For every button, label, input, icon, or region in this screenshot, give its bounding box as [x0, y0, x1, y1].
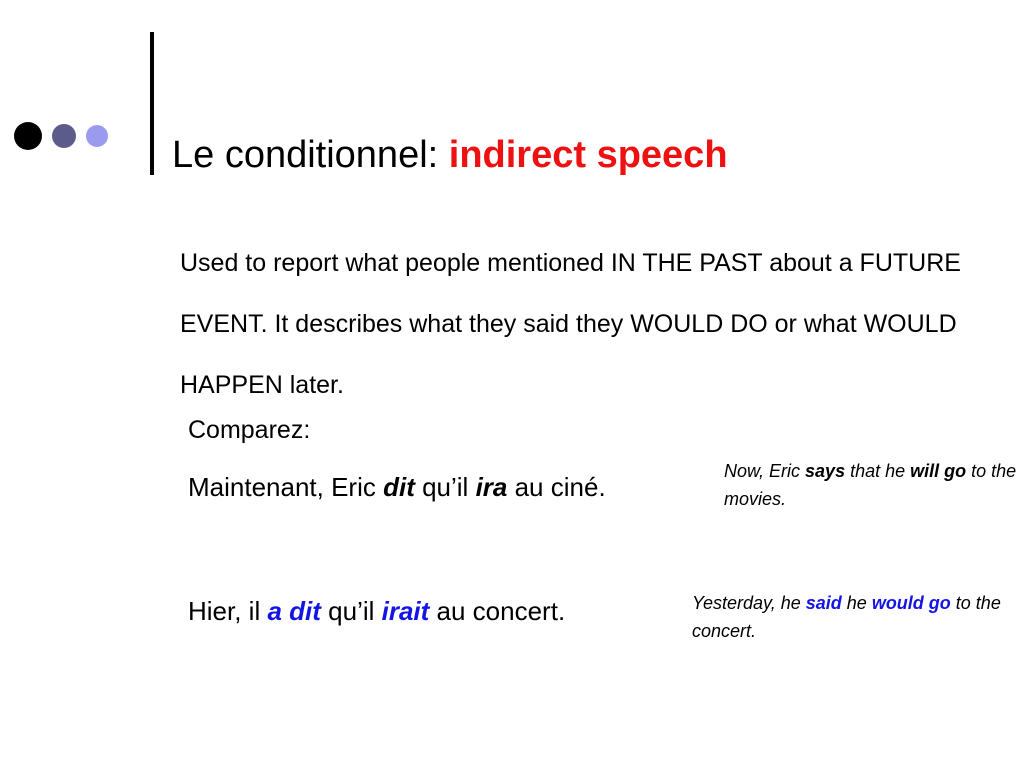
example-2-french-verb2: irait	[381, 596, 430, 626]
page-title	[172, 135, 728, 177]
example-1-french-verb1: dit	[383, 472, 415, 502]
example-2-english-part2: he	[841, 593, 872, 613]
decorative-dots	[14, 122, 108, 150]
dot-large-black-icon	[14, 122, 42, 150]
page-title-main: Le conditionnel:	[172, 134, 449, 177]
example-1-french-part2: qu’il	[414, 472, 476, 502]
example-1-english-part2: that he	[845, 461, 911, 481]
page-title-accent: indirect speech	[448, 134, 728, 177]
example-1-english-part3: to the movies.	[724, 461, 1017, 509]
example-1-english-verb2: will go	[910, 461, 967, 481]
example-1-english	[724, 458, 1024, 514]
example-2-french-part1: Hier, il	[188, 596, 268, 626]
example-1-french-part1: Maintenant, Eric	[188, 472, 384, 502]
example-2-english	[692, 590, 1002, 646]
example-2-french-part3: au concert.	[429, 596, 566, 626]
slide-header	[0, 32, 1024, 182]
example-2-french-verb1: a dit	[267, 596, 321, 626]
example-2-english-part3: to the concert.	[692, 593, 1001, 641]
example-2-english-part1: Yesterday, he	[692, 593, 806, 613]
example-2-english-verb2: would go	[871, 593, 951, 613]
example-1-french	[188, 472, 606, 503]
example-2-french-part2: qu’il	[320, 596, 382, 626]
intro-paragraph: Used to report what people mentioned IN THE PAST about a FUTURE EVENT. It describes what they said they WOULD DO or what WOULD HAPPEN later.	[180, 249, 961, 399]
dot-small-lavender-icon	[86, 125, 108, 147]
header-vertical-rule	[150, 32, 154, 175]
example-1-english-verb1: says	[805, 461, 846, 481]
example-1-english-part1: Now, Eric	[724, 461, 806, 481]
example-1-french-part3: au ciné.	[507, 472, 606, 502]
comparez-label: Comparez:	[188, 416, 311, 444]
dot-medium-purple-icon	[52, 124, 76, 148]
example-1-french-verb2: ira	[475, 472, 508, 502]
example-2-english-verb1: said	[805, 593, 842, 613]
example-2-french	[188, 596, 565, 627]
